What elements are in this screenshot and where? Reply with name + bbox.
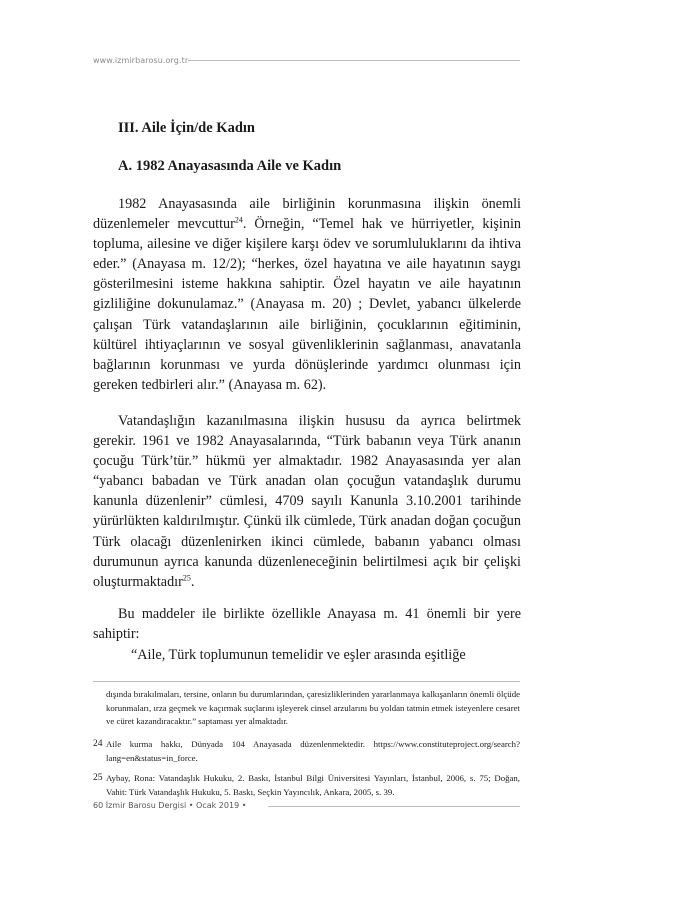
footnote-24-text: Aile kurma hakkı, Dünyada 104 Anayasada düzenlenmektedir. https://www.constituteproject.org/search?lang=en&status=in_force. — [106, 739, 520, 763]
footnote-continued: dışında bırakılmaları, tersine, onların bu durumlarından, çaresizliklerinden yararlanmaya kalkışanların önemli ölçüde korunmaları, ırza geçmek ve kaçırmak suçlarını işleyerek cinsel arzularını bu yoldan tatmin etmek isteyenlere cesaret ve cüret kazandıracaktır.” saptaması yer almaktadır. — [106, 689, 520, 727]
section-heading: III. Aile İçin/de Kadın — [118, 120, 255, 136]
header-rule — [188, 60, 520, 61]
subsection-heading: A. 1982 Anayasasında Aile ve Kadın — [118, 158, 342, 174]
paragraph-2-text-a: Vatandaşlığın kazanılmasına ilişkin hususu da ayrıca belirtmek gerekir. 1961 ve 1982 Anayasalarında, “Türk babanın veya Türk ananın çocuğu Türk’tür.” hükmü yer almaktadır. 1982 Anayasasında yer alan “yabancı babadan ve Türk anadan olan çocuğun vatandaşlık durumu kanunla düzenlenir” cümlesi, 4709 sayılı Kanunla 3.10.2001 tarihinde yürürlükten kaldırılmıştır. Çünkü ilk cümlede, Türk anadan doğan çocuğun Türk olacağı düzenlenirken ikinci cümlede, babanın yabancı olması durumunun ayrıca kanunda düzenleneceğinin belirtilmesi açık bir çelişki oluşturmaktadır — [93, 413, 521, 590]
footer-rule — [268, 806, 520, 807]
footnote-24 — [93, 738, 520, 765]
page-footer: 60 İzmir Barosu Dergisi • Ocak 2019 • — [93, 801, 247, 810]
constitution-quote: “Aile, Türk toplumunun temelidir ve eşler arasında eşitliğe — [131, 647, 466, 663]
footnote-24-number: 24 — [93, 739, 103, 749]
footnote-25 — [93, 772, 520, 799]
footnote-rule — [93, 681, 520, 682]
paragraph-1 — [93, 194, 521, 395]
footnote-25-text: Aybay, Rona: Vatandaşlık Hukuku, 2. Baskı, İstanbul Bilgi Üniversitesi Yayınları, İstanbul, 2006, s. 75; Doğan, Vahit: Türk Vatandaşlık Hukuku, 5. Baskı, Seçkin Yayıncılık, Ankara, 2005, s. 39. — [106, 773, 520, 797]
paragraph-2-text-b: . — [190, 573, 195, 590]
paragraph-1-text-a: 1982 Anayasasında aile birliğinin korunmasına ilişkin önemli düzenlemeler mevcuttur — [93, 196, 521, 233]
footnote-25-number: 25 — [93, 773, 103, 783]
footnote-ref-25: 25 — [182, 573, 191, 583]
footnote-ref-24: 24 — [234, 215, 243, 225]
paragraph-2 — [93, 411, 521, 592]
header-url: www.izmirbarosu.org.tr — [93, 56, 189, 65]
paragraph-1-text-b: . Örneğin, “Temel hak ve hürriyetler, kişinin topluma, ailesine ve diğer kişilere karşı ödev ve sorumluluklarını da ihtiva eder.” (Anayasa m. 12/2); “herkes, özel hayatına ve aile hayatının saygı gösterilmesini isteme hakkına sahiptir. Özel hayatın ve aile hayatının gizliliğine dokunulamaz.” (Anayasa m. 20) ; Devlet, yabancı ülkelerde çalışan Türk vatandaşlarının aile birliğinin, çocuklarının eğitiminin, kültürel ihtiyaçlarının ve sosyal güvenliklerinin sağlanması, anavatanla bağlarının korunması ve yurda dönüşlerinde yardımcı olunması için gereken tedbirleri alır.” (Anayasa m. 62). — [93, 216, 521, 393]
paragraph-3: Bu maddeler ile birlikte özellikle Anayasa m. 41 önemli bir yere sahiptir: — [93, 606, 521, 643]
